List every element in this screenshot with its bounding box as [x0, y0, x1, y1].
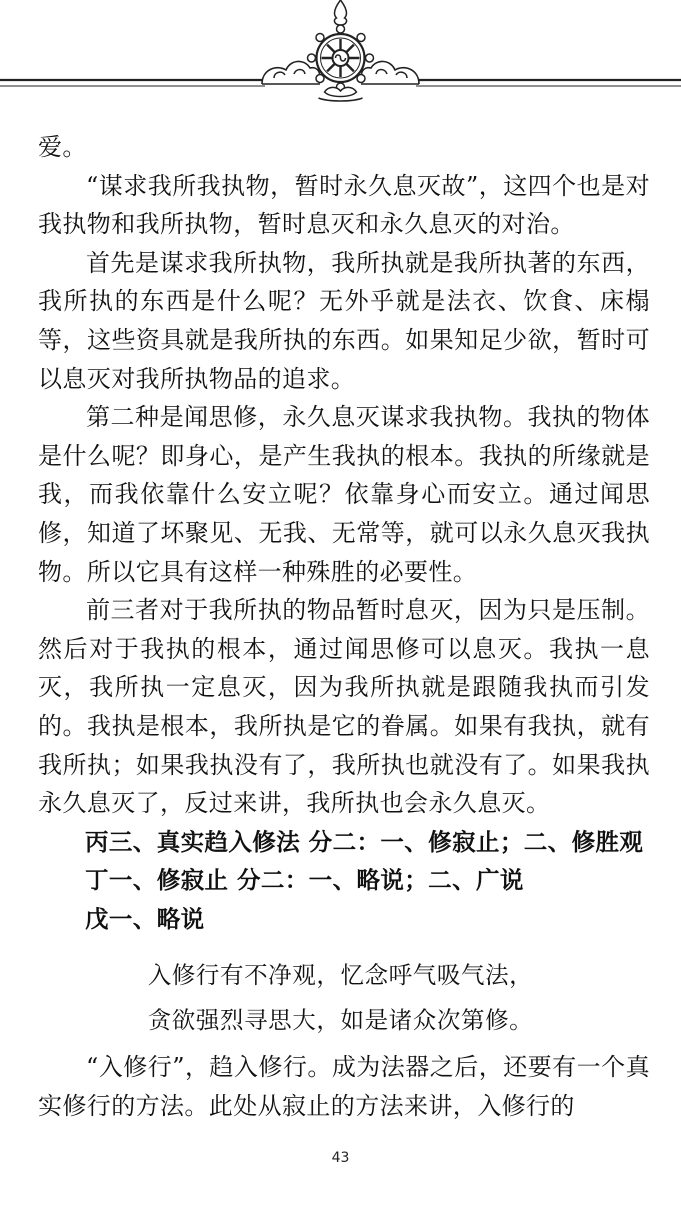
section-heading: 丙三、真实趋入修法 分二：一、修寂止；二、修胜观 — [85, 827, 644, 856]
verse-line: 贪欲强烈寻思大，如是诸众次第修。 — [147, 1006, 534, 1034]
closing-text — [38, 1048, 650, 1125]
verse-line: 入修行有不净观，忆念呼气吸气法， — [147, 961, 534, 989]
paragraph: 首先是谋求我所执物，我所执就是我所执著的东西，我所执的东西是什么呢？无外乎就是法衣、饮食、床榻等，这些资具就是我所执的东西。如果知足少欲，暂时可以息灭对我所执物品的追求。 — [38, 248, 650, 393]
subsection-heading: 丁一、修寂止 分二：一、略说；二、广说 — [85, 866, 524, 895]
cloud-ornament-right — [361, 61, 419, 84]
paragraph: “入修行”，趋入修行。成为法器之后，还要有一个真实修行的方法。此处从寂止的方法来讲，入修行的 — [38, 1053, 650, 1120]
cloud-ornament-left — [262, 61, 320, 84]
main-text — [38, 128, 650, 938]
subsubsection-heading: 戊一、略说 — [85, 904, 205, 933]
dharma-wheel-icon — [308, 0, 374, 101]
page-header-ornament — [0, 0, 681, 110]
paragraph: 前三者对于我所执的物品暂时息灭，因为只是压制。然后对于我执的根本，通过闻思修可以息灭。我执一息灭，我所执一定息灭，因为我所执就是跟随我执而引发的。我执是根本，我所执是它的眷属。如果有我执，就有我所执；如果我执没有了，我所执也就没有了。如果我执永久息灭了，反过来讲，我所执也会永久息灭。 — [38, 596, 650, 818]
paragraph: 第二种是闻思修，永久息灭谋求我执物。我执的物体是什么呢？即身心，是产生我执的根本。我执的所缘就是我，而我依靠什么安立呢？依靠身心而安立。通过闻思修，知道了坏聚见、无我、无常等，就可以永久息灭我执物。所以它具有这样一种殊胜的必要性。 — [38, 403, 650, 586]
page-number: 43 — [331, 1150, 350, 1166]
paragraph: “谋求我所我执物，暂时永久息灭故”，这四个也是对我执物和我所执物，暂时息灭和永久息灭的对治。 — [38, 171, 650, 239]
paragraph: 爱。 — [38, 133, 87, 161]
